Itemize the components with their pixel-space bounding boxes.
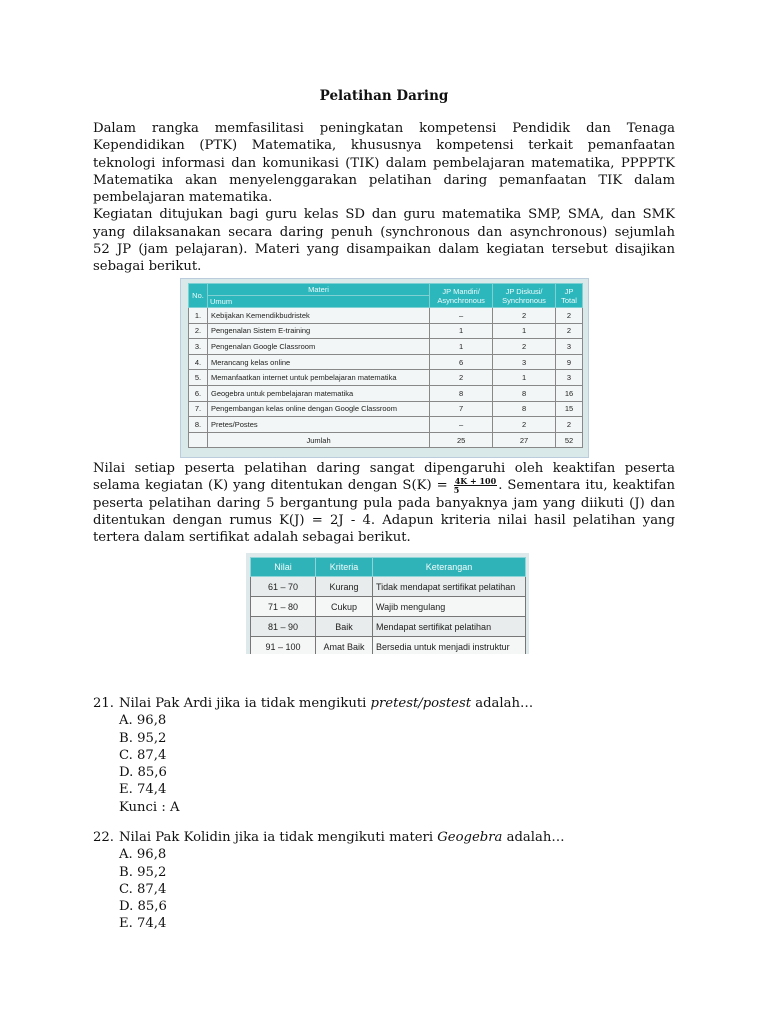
header-kriteria: Kriteria	[316, 558, 373, 577]
header-no: No.	[189, 284, 208, 308]
cell-materi: Kebijakan Kemendikbudristek	[207, 308, 429, 324]
criteria-table	[250, 557, 526, 654]
cell-kriteria: Cukup	[316, 597, 373, 617]
cell-diskusi: 1	[493, 370, 556, 386]
activity-line: Kegiatan ditujukan bagi guru kelas SD dan guru matematika SMP, SMA, dan SMK	[93, 207, 675, 223]
cell-total: 3	[556, 339, 583, 355]
cell-diskusi: 8	[493, 401, 556, 417]
cell-kriteria: Baik	[316, 617, 373, 637]
question-stem	[93, 829, 565, 846]
answer-key: Kunci : A	[119, 799, 180, 815]
cell-total: 3	[556, 370, 583, 386]
cell-nilai: 81 – 90	[251, 617, 316, 637]
cell-no: 5.	[189, 370, 208, 386]
score-line: peserta pelatihan daring 5 bergantung pula pada banyaknya jam yang diikuti (J) dan	[93, 495, 675, 511]
score-paragraph	[93, 460, 675, 546]
cell-jumlah-label: Jumlah	[207, 432, 429, 448]
cell-mandiri: 6	[430, 354, 493, 370]
question-number: 21.	[93, 696, 114, 711]
question-22	[93, 829, 565, 933]
cell-materi: Pengembangan kelas online dengan Google Classroom	[207, 401, 429, 417]
cell-no: 6.	[189, 385, 208, 401]
fraction-numerator: 4K + 100	[454, 476, 497, 487]
stem-text-em: pretest/postest	[370, 696, 472, 711]
cell-mandiri: 7	[430, 401, 493, 417]
intro-line: Matematika akan menyelenggarakan pelatihan daring pemanfaatan TIK dalam	[93, 172, 675, 188]
table-row	[189, 417, 583, 433]
cell-keterangan: Mendapat sertifikat pelatihan	[373, 617, 526, 637]
header-jp-diskusi: JP Diskusi/ Synchronous	[493, 284, 556, 308]
cell-no: 4.	[189, 354, 208, 370]
cell-diskusi: 2	[493, 339, 556, 355]
cell-materi: Memanfaatkan internet untuk pembelajaran matematika	[207, 370, 429, 386]
cell-kriteria: Amat Baik	[316, 637, 373, 655]
score-line-formula	[93, 477, 675, 494]
cell-diskusi: 2	[493, 417, 556, 433]
fraction-denominator: 5	[453, 485, 460, 496]
answer-option: B. 95,2	[119, 864, 167, 880]
header-nilai: Nilai	[251, 558, 316, 577]
answer-option: C. 87,4	[119, 881, 167, 897]
header-umum: Umum	[207, 296, 429, 308]
answer-option: E. 74,4	[119, 782, 167, 798]
table-total-row	[189, 432, 583, 448]
cell-empty	[189, 432, 208, 448]
table-row	[189, 339, 583, 355]
cell-materi: Merancang kelas online	[207, 354, 429, 370]
score-text-a: selama kegiatan (K) yang ditentukan dengan S(K) =	[93, 478, 448, 494]
cell-nilai: 71 – 80	[251, 597, 316, 617]
stem-text-em: Geogebra	[437, 830, 503, 845]
cell-nilai: 61 – 70	[251, 577, 316, 597]
cell-kriteria: Kurang	[316, 577, 373, 597]
cell-no: 2.	[189, 323, 208, 339]
table-row	[251, 617, 526, 637]
cell-total: 2	[556, 323, 583, 339]
table-row	[189, 354, 583, 370]
header-jp-mandiri: JP Mandiri/ Asynchronous	[430, 284, 493, 308]
cell-mandiri: –	[430, 417, 493, 433]
cell-no: 8.	[189, 417, 208, 433]
cell-no: 1.	[189, 308, 208, 324]
intro-paragraph	[93, 120, 675, 276]
cell-total: 16	[556, 385, 583, 401]
cell-nilai: 91 – 100	[251, 637, 316, 655]
question-21	[93, 695, 533, 816]
stem-text-a: Nilai Pak Ardi jika ia tidak mengikuti	[119, 696, 371, 711]
table-row	[189, 323, 583, 339]
cell-mandiri: 8	[430, 385, 493, 401]
table-row	[251, 577, 526, 597]
stem-text-b: adalah…	[502, 830, 565, 845]
answer-option: E. 74,4	[119, 916, 167, 932]
cell-materi: Pengenalan Google Classroom	[207, 339, 429, 355]
cell-mandiri: 2	[430, 370, 493, 386]
cell-keterangan: Wajib mengulang	[373, 597, 526, 617]
cell-keterangan: Bersedia untuk menjadi instruktur	[373, 637, 526, 655]
cell-diskusi: 1	[493, 323, 556, 339]
cell-diskusi: 3	[493, 354, 556, 370]
cell-mandiri: –	[430, 308, 493, 324]
header-materi: Materi	[207, 284, 429, 296]
activity-line: 52 JP (jam pelajaran). Materi yang disampaikan dalam kegiatan tersebut disajikan	[93, 242, 675, 258]
stem-text-b: adalah…	[471, 696, 534, 711]
cell-materi: Pretes/Postes	[207, 417, 429, 433]
answer-option: A. 96,8	[119, 847, 167, 863]
cell-total: 15	[556, 401, 583, 417]
cell-materi: Pengenalan Sistem E-training	[207, 323, 429, 339]
cell-diskusi: 8	[493, 385, 556, 401]
cell-jumlah-diskusi: 27	[493, 432, 556, 448]
materials-table-photo	[180, 278, 589, 458]
cell-total: 2	[556, 417, 583, 433]
stem-text-a: Nilai Pak Kolidin jika ia tidak mengikuti materi	[119, 830, 438, 845]
header-jp-total: JP Total	[556, 284, 583, 308]
table-row	[251, 597, 526, 617]
intro-line: teknologi informasi dan komunikasi (TIK) dalam pembelajaran matematika, PPPPTK	[93, 155, 675, 171]
cell-no: 3.	[189, 339, 208, 355]
table-row	[189, 401, 583, 417]
intro-line: Kependidikan (PTK) Matematika, khususnya kompetensi terkait pemanfaatan	[93, 138, 675, 154]
cell-total: 2	[556, 308, 583, 324]
cell-mandiri: 1	[430, 339, 493, 355]
question-stem	[93, 695, 533, 712]
score-line: ditentukan dengan rumus K(J) = 2J - 4. Adapun kriteria nilai hasil pelatihan yang	[93, 512, 675, 528]
cell-keterangan: Tidak mendapat sertifikat pelatihan	[373, 577, 526, 597]
activity-line: yang dilaksanakan secara daring penuh (synchronous dan asynchronous) sejumlah	[93, 224, 675, 240]
cell-mandiri: 1	[430, 323, 493, 339]
answer-option: D. 85,6	[119, 899, 167, 915]
table-row	[189, 385, 583, 401]
materials-table	[188, 283, 583, 448]
intro-line: pembelajaran matematika.	[93, 190, 273, 206]
activity-line: sebagai berikut.	[93, 259, 202, 275]
table-row	[189, 370, 583, 386]
answer-option: D. 85,6	[119, 765, 167, 781]
header-keterangan: Keterangan	[373, 558, 526, 577]
cell-total: 9	[556, 354, 583, 370]
score-line: tertera dalam sertifikat adalah sebagai berikut.	[93, 530, 411, 546]
cell-jumlah-total: 52	[556, 432, 583, 448]
score-line: Nilai setiap peserta pelatihan daring sangat dipengaruhi oleh keaktifan peserta	[93, 461, 675, 476]
score-text-b: . Sementara itu, keaktifan	[498, 478, 676, 494]
question-number: 22.	[93, 830, 114, 845]
cell-jumlah-mandiri: 25	[430, 432, 493, 448]
fraction-formula	[454, 477, 498, 494]
cell-no: 7.	[189, 401, 208, 417]
cell-diskusi: 2	[493, 308, 556, 324]
criteria-table-photo	[246, 553, 529, 654]
page-title: Pelatihan Daring	[319, 88, 449, 104]
intro-line: Dalam rangka memfasilitasi peningkatan kompetensi Pendidik dan Tenaga	[93, 121, 675, 136]
answer-option: C. 87,4	[119, 747, 167, 763]
cell-materi: Geogebra untuk pembelajaran matematika	[207, 385, 429, 401]
table-row	[189, 308, 583, 324]
answer-option: B. 95,2	[119, 730, 167, 746]
answer-option: A. 96,8	[119, 713, 167, 729]
table-row	[251, 637, 526, 655]
